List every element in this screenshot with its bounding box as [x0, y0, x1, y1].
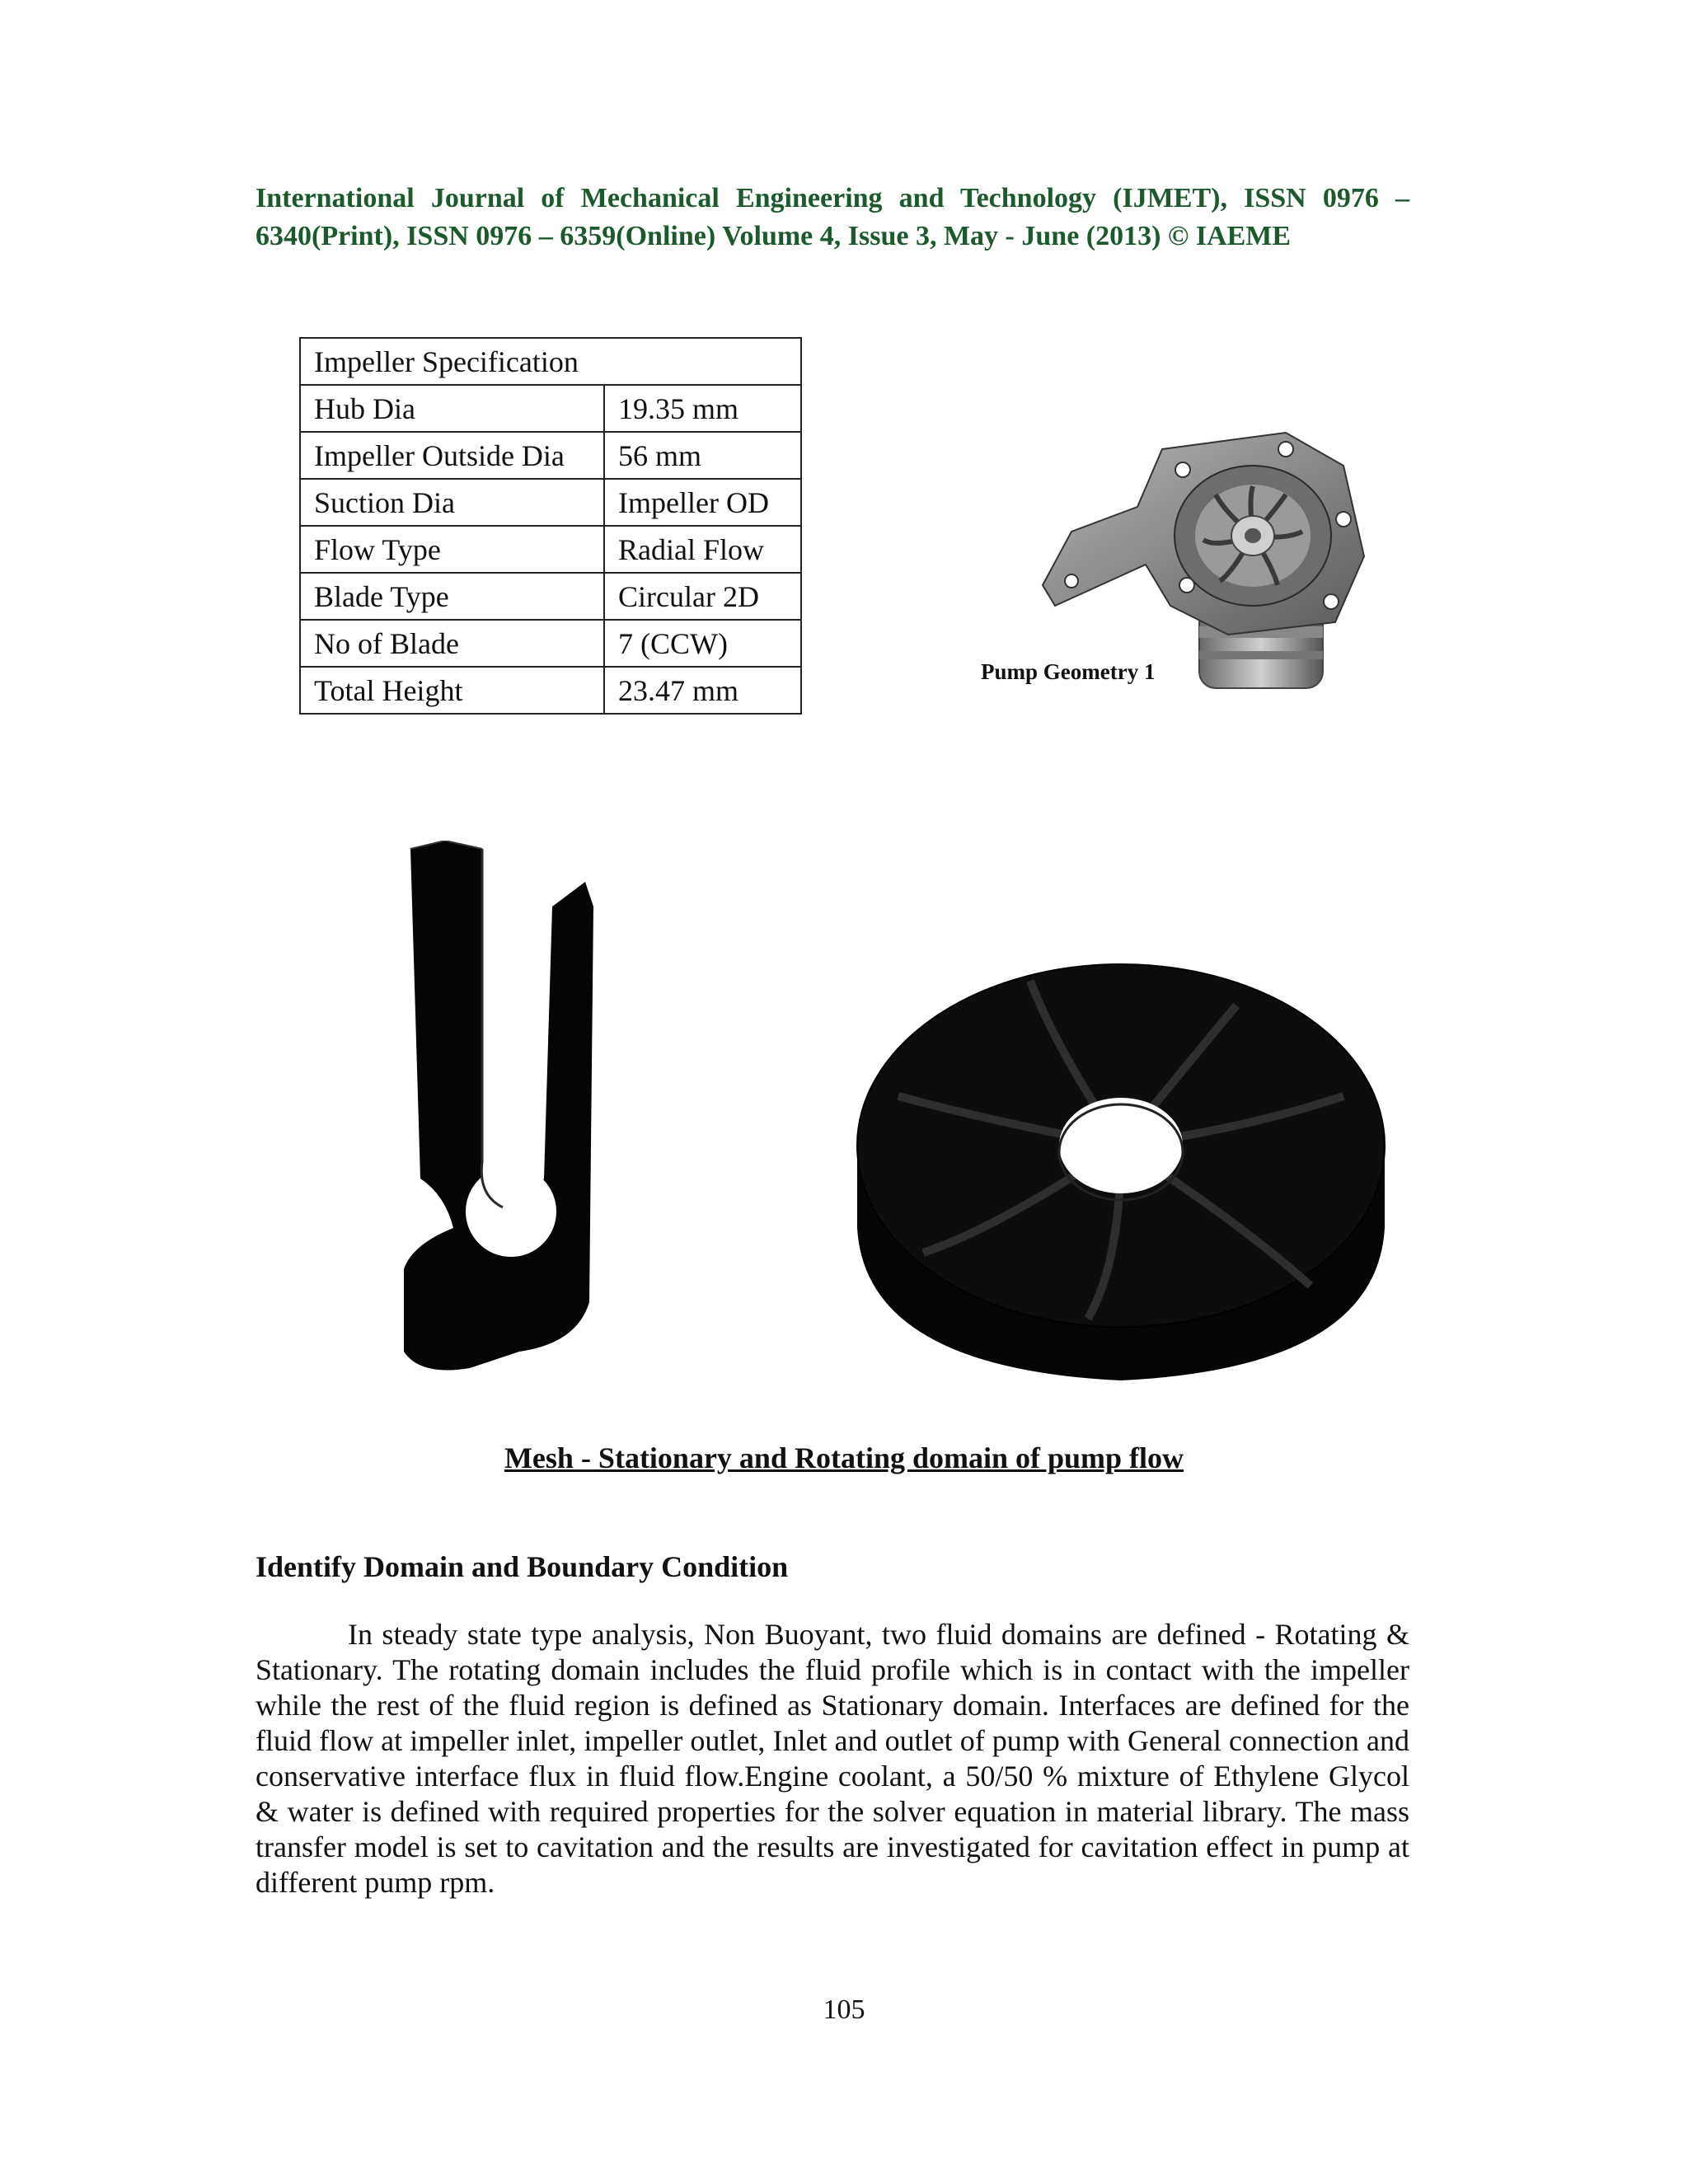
mesh-figure-caption: Mesh - Stationary and Rotating domain of pump flow: [504, 1441, 1184, 1474]
body-paragraph: In steady state type analysis, Non Buoyant, two fluid domains are defined - Rotating & Stationary. The rotating domain includes the fluid profile which is in contact with the impeller while the rest of the fluid region is defined as Stationary domain. Interfaces are defined for the fluid flow at impeller inlet, impeller outlet, Inlet and outlet of pump with General connection and conservative interface flux in fluid flow.Engine coolant, a 50/50 % mixture of Ethylene Glycol & water is defined with required properties for the solver equation in material library. The mass transfer model is set to cavitation and the results are investigated for cavitation effect in pump at different pump rpm.: [256, 1618, 1409, 1899]
row-label: Suction Dia: [300, 479, 604, 526]
row-value: 56 mm: [604, 432, 801, 479]
row-label: Total Height: [300, 667, 604, 714]
row-label: Hub Dia: [300, 385, 604, 432]
row-label: No of Blade: [300, 620, 604, 667]
row-value: Impeller OD: [604, 479, 801, 526]
table-row: [300, 573, 801, 620]
table-row: [300, 479, 801, 526]
row-value: 23.47 mm: [604, 667, 801, 714]
table-row: [300, 526, 801, 573]
table-row: [300, 385, 801, 432]
table-title: Impeller Specification: [300, 338, 801, 385]
row-label: Blade Type: [300, 573, 604, 620]
row-value: Radial Flow: [604, 526, 801, 573]
row-value: 19.35 mm: [604, 385, 801, 432]
impeller-spec-table: [299, 337, 802, 715]
stationary-domain-mesh-image: [387, 841, 750, 1393]
section-heading: Identify Domain and Boundary Condition: [256, 1550, 789, 1583]
row-value: Circular 2D: [604, 573, 801, 620]
page-number: 105: [823, 1994, 865, 2025]
table-row: [300, 667, 801, 714]
pump-geometry-caption: Pump Geometry 1: [981, 659, 1156, 684]
table-row: [300, 432, 801, 479]
row-value: 7 (CCW): [604, 620, 801, 667]
rotating-domain-mesh-image: [849, 956, 1393, 1385]
journal-header: International Journal of Mechanical Engineering and Technology (IJMET), ISSN 0976 – 6340(Print), ISSN 0976 – 6359(Online) Volume 4, Issue 3, May - June (2013) © IAEME: [256, 183, 1409, 251]
table-row: [300, 620, 801, 667]
row-label: Impeller Outside Dia: [300, 432, 604, 479]
row-label: Flow Type: [300, 526, 604, 573]
table-title-row: [300, 338, 801, 385]
